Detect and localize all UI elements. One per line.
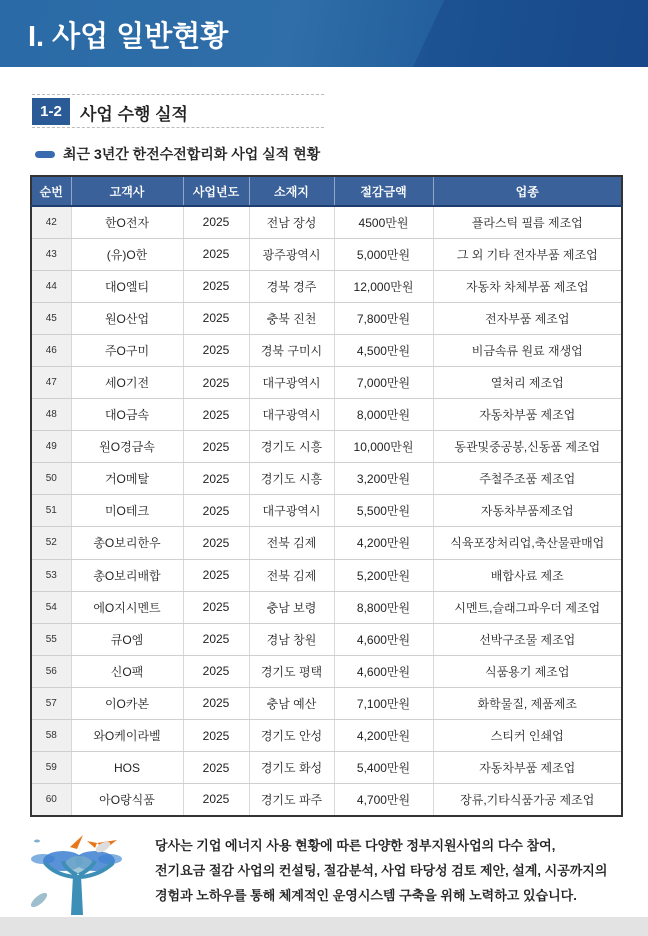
table-cell: 전북 김제	[249, 559, 334, 591]
table-cell: 원O산업	[71, 302, 183, 334]
table-cell: 주철주조품 제조업	[433, 463, 622, 495]
table-cell: 총O보리한우	[71, 527, 183, 559]
performance-table	[30, 175, 623, 817]
table-cell: 57	[31, 687, 71, 719]
table-cell: 46	[31, 334, 71, 366]
table-cell: 화학물질, 제품제조	[433, 687, 622, 719]
table-cell: 충남 보령	[249, 591, 334, 623]
table-cell: 에O지시멘트	[71, 591, 183, 623]
table-cell: 전남 장성	[249, 206, 334, 238]
description-line: 경험과 노하우를 통해 체계적인 운영시스템 구축을 위해 노력하고 있습니다.	[155, 888, 577, 903]
table-cell: 4500만원	[334, 206, 433, 238]
table-cell: 8,000만원	[334, 399, 433, 431]
table-cell: 5,400만원	[334, 752, 433, 784]
table-row	[31, 655, 622, 687]
table-cell: 4,600만원	[334, 623, 433, 655]
table-cell: 45	[31, 302, 71, 334]
table-cell: 2025	[183, 495, 249, 527]
table-cell: 선박구조물 제조업	[433, 623, 622, 655]
subtitle-text: 최근 3년간 한전수전합리화 사업 실적 현황	[63, 146, 321, 162]
table-cell: 2025	[183, 206, 249, 238]
column-header: 절감금액	[334, 176, 433, 206]
table-cell: 52	[31, 527, 71, 559]
table-cell: 대구광역시	[249, 399, 334, 431]
table-cell: 식품용기 제조업	[433, 655, 622, 687]
table-cell: 대O금속	[71, 399, 183, 431]
table-cell: 와O케이라벨	[71, 720, 183, 752]
table-cell: 2025	[183, 366, 249, 398]
table-cell: 자동차부품 제조업	[433, 752, 622, 784]
table-cell: 경기도 파주	[249, 784, 334, 816]
table-cell: 열처리 제조업	[433, 366, 622, 398]
table-cell: 42	[31, 206, 71, 238]
table-cell: 59	[31, 752, 71, 784]
table-cell: 53	[31, 559, 71, 591]
table-row	[31, 495, 622, 527]
description-line: 당사는 기업 에너지 사용 현황에 따른 다양한 정부지원사업의 다수 참여,	[155, 838, 556, 853]
table-cell: 8,800만원	[334, 591, 433, 623]
table-cell: 신O팩	[71, 655, 183, 687]
table-cell: 48	[31, 399, 71, 431]
table-cell: 12,000만원	[334, 270, 433, 302]
table-cell: 2025	[183, 591, 249, 623]
table-cell: 3,200만원	[334, 463, 433, 495]
table-cell: 장류,기타식품가공 제조업	[433, 784, 622, 816]
table-cell: 10,000만원	[334, 431, 433, 463]
section-number: 1-2	[32, 98, 70, 125]
table-row	[31, 270, 622, 302]
table-cell: 경기도 평택	[249, 655, 334, 687]
description-line: 전기요금 절감 사업의 컨설팅, 절감분석, 사업 타당성 검토 제안, 설계, 시공까지의	[155, 863, 608, 878]
table-cell: 2025	[183, 623, 249, 655]
table-cell: 5,200만원	[334, 559, 433, 591]
table-row	[31, 302, 622, 334]
company-description	[155, 833, 607, 908]
page-title: I. 사업 일반현황	[28, 21, 229, 53]
section-heading	[32, 94, 324, 128]
table-cell: 4,500만원	[334, 334, 433, 366]
table-cell: 세O기전	[71, 366, 183, 398]
bullet-icon	[35, 151, 55, 158]
table-row	[31, 559, 622, 591]
table-subtitle	[35, 144, 320, 164]
table-cell: 광주광역시	[249, 238, 334, 270]
table-cell: 2025	[183, 559, 249, 591]
table-cell: 동관및중공봉,신동품 제조업	[433, 431, 622, 463]
section-title: 사업 수행 실적	[80, 105, 188, 124]
table-cell: 시멘트,슬래그파우더 제조업	[433, 591, 622, 623]
table-cell: 47	[31, 366, 71, 398]
table-cell: 5,000만원	[334, 238, 433, 270]
table-cell: 2025	[183, 527, 249, 559]
table-cell: 56	[31, 655, 71, 687]
table-cell: 대구광역시	[249, 366, 334, 398]
table-row	[31, 431, 622, 463]
header-banner	[0, 0, 648, 67]
table-cell: 플라스틱 필름 제조업	[433, 206, 622, 238]
table-cell: 전북 김제	[249, 527, 334, 559]
table-cell: 그 외 기타 전자부품 제조업	[433, 238, 622, 270]
table-cell: 경남 창원	[249, 623, 334, 655]
table-cell: 2025	[183, 302, 249, 334]
table-row	[31, 206, 622, 238]
table-cell: 2025	[183, 784, 249, 816]
table-cell: 대O엘티	[71, 270, 183, 302]
table-cell: 2025	[183, 720, 249, 752]
table-cell: 충남 예산	[249, 687, 334, 719]
table-cell: HOS	[71, 752, 183, 784]
table-cell: 경기도 화성	[249, 752, 334, 784]
table-cell: 2025	[183, 463, 249, 495]
table-cell: 비금속류 원료 재생업	[433, 334, 622, 366]
table-cell: 전자부품 제조업	[433, 302, 622, 334]
table-cell: 7,100만원	[334, 687, 433, 719]
table-cell: 5,500만원	[334, 495, 433, 527]
table-cell: 2025	[183, 687, 249, 719]
table-cell: 아O랑식품	[71, 784, 183, 816]
table-cell: 경북 구미시	[249, 334, 334, 366]
column-header: 소재지	[249, 176, 334, 206]
table-row	[31, 366, 622, 398]
table-cell: 경기도 시흥	[249, 463, 334, 495]
table-row	[31, 720, 622, 752]
table-row	[31, 591, 622, 623]
table-row	[31, 784, 622, 816]
table-cell: 50	[31, 463, 71, 495]
table-cell: 4,200만원	[334, 720, 433, 752]
table-header-row	[31, 176, 622, 206]
footer-band	[0, 917, 648, 936]
table-row	[31, 752, 622, 784]
table-cell: 54	[31, 591, 71, 623]
table-cell: 이O카본	[71, 687, 183, 719]
column-header: 순번	[31, 176, 71, 206]
table-cell: 2025	[183, 399, 249, 431]
table-row	[31, 463, 622, 495]
table-cell: 미O테크	[71, 495, 183, 527]
column-header: 사업년도	[183, 176, 249, 206]
table-cell: 2025	[183, 655, 249, 687]
table-cell: 자동차부품제조업	[433, 495, 622, 527]
tree-butterfly-illustration	[25, 835, 125, 915]
table-cell: (유)O한	[71, 238, 183, 270]
table-cell: 원O경금속	[71, 431, 183, 463]
column-header: 고객사	[71, 176, 183, 206]
table-cell: 주O구미	[71, 334, 183, 366]
table-cell: 60	[31, 784, 71, 816]
table-cell: 4,600만원	[334, 655, 433, 687]
table-cell: 43	[31, 238, 71, 270]
table-row	[31, 527, 622, 559]
table-cell: 49	[31, 431, 71, 463]
table-cell: 44	[31, 270, 71, 302]
table-cell: 2025	[183, 334, 249, 366]
table-cell: 배합사료 제조	[433, 559, 622, 591]
table-cell: 4,200만원	[334, 527, 433, 559]
table-cell: 거O메탈	[71, 463, 183, 495]
table-cell: 55	[31, 623, 71, 655]
table-row	[31, 687, 622, 719]
table-cell: 2025	[183, 270, 249, 302]
table-row	[31, 238, 622, 270]
column-header: 업종	[433, 176, 622, 206]
table-row	[31, 623, 622, 655]
table-cell: 충북 진천	[249, 302, 334, 334]
table-cell: 경기도 안성	[249, 720, 334, 752]
table-cell: 경기도 시흥	[249, 431, 334, 463]
table-cell: 스티커 인쇄업	[433, 720, 622, 752]
table-cell: 7,800만원	[334, 302, 433, 334]
table-cell: 51	[31, 495, 71, 527]
table-cell: 2025	[183, 431, 249, 463]
table-cell: 2025	[183, 752, 249, 784]
table-cell: 7,000만원	[334, 366, 433, 398]
table-cell: 총O보리배합	[71, 559, 183, 591]
table-cell: 경북 경주	[249, 270, 334, 302]
table-cell: 자동차 차체부품 제조업	[433, 270, 622, 302]
table-row	[31, 334, 622, 366]
table-row	[31, 399, 622, 431]
table-cell: 식육포장처리업,축산물판매업	[433, 527, 622, 559]
table-cell: 자동차부품 제조업	[433, 399, 622, 431]
table-cell: 4,700만원	[334, 784, 433, 816]
table-cell: 대구광역시	[249, 495, 334, 527]
table-cell: 2025	[183, 238, 249, 270]
table-cell: 큐O엠	[71, 623, 183, 655]
table-cell: 한O전자	[71, 206, 183, 238]
table-cell: 58	[31, 720, 71, 752]
